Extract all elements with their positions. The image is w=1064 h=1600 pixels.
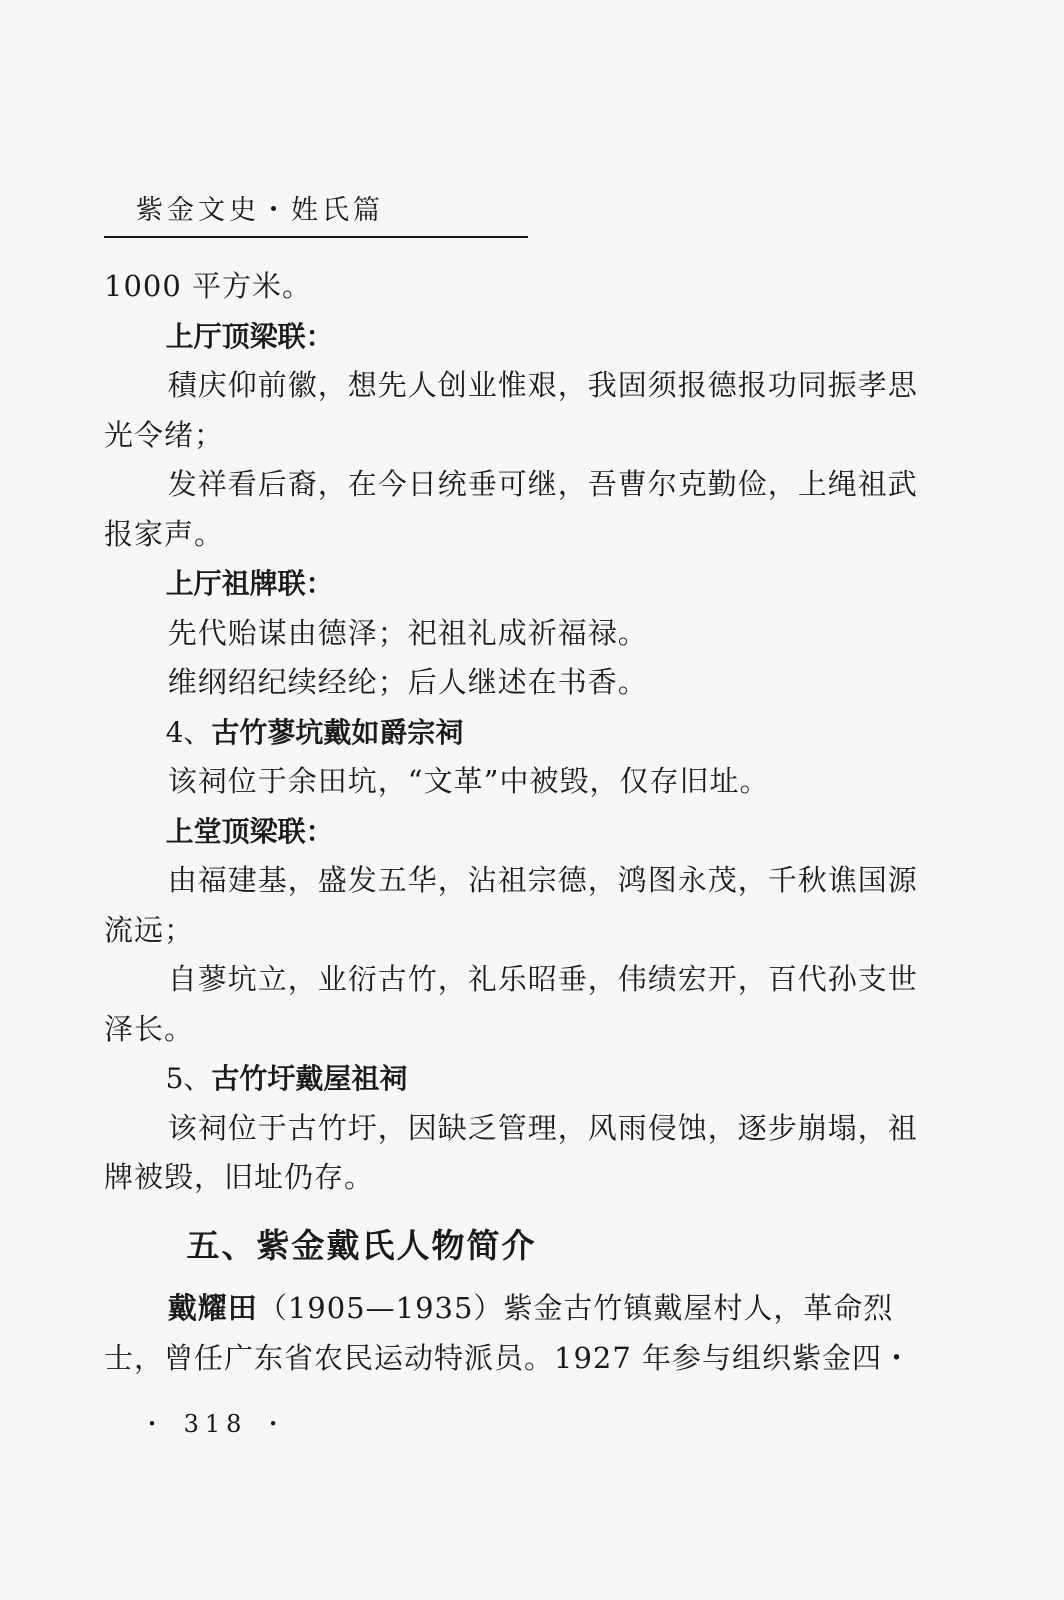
running-header: 紫金文史・姓氏篇	[136, 195, 384, 226]
paragraph: 维纲绍纪续经纶；后人继述在书香。	[167, 665, 648, 699]
page-number: ・ 318 ・	[140, 1410, 292, 1438]
biography-text: （1905—1935）紫金古竹镇戴屋村人，革命烈士，曾任广东省农民运动特派员。1927 年参与组织紫金四・	[104, 1291, 913, 1375]
paragraph: 该祠位于古竹圩，因缺乏管理，风雨侵蚀，逐步崩塌，祖牌被毁，旧址仍存。	[104, 1110, 918, 1194]
subsection-title: 古竹蓼坑戴如爵宗祠	[211, 715, 464, 749]
paragraph: 先代贻谋由德泽；祀祖礼成祈福禄。	[167, 615, 648, 650]
person-name: 戴耀田	[167, 1291, 258, 1325]
subsection-number: 5、	[165, 1062, 212, 1095]
subsection-heading	[104, 1054, 939, 1104]
couplet-heading: 上厅顶梁联：	[165, 319, 334, 353]
couplet-heading: 上厅祖牌联：	[165, 567, 334, 600]
subsection-title: 古竹圩戴屋祖祠	[211, 1062, 408, 1095]
paragraph: 发祥看后裔，在今日统垂可继，吾曹尔克勤俭，上绳祖武报家声。	[104, 467, 918, 551]
biography-paragraph	[104, 1284, 939, 1383]
paragraph: 1000 平方米。	[104, 269, 313, 303]
subsection-number: 4、	[165, 715, 212, 749]
couplet-heading: 上堂顶梁联：	[165, 814, 334, 848]
paragraph: 積庆仰前徽，想先人创业惟艰，我固须报德报功同振孝思光令绪；	[104, 368, 918, 452]
body-text	[104, 262, 939, 1383]
paragraph: 由福建基，盛发五华，沾祖宗德，鸿图永茂，千秋谯国源流远；	[104, 863, 918, 947]
section-title: 五、紫金戴氏人物简介	[186, 1225, 537, 1265]
subsection-heading	[104, 708, 939, 758]
header-rule	[104, 236, 528, 238]
paragraph: 该祠位于余田坑，“文革”中被毁，仅存旧址。	[167, 764, 770, 798]
paragraph: 自蓼坑立，业衍古竹，礼乐昭垂，伟绩宏开，百代孙支世泽长。	[104, 962, 918, 1046]
